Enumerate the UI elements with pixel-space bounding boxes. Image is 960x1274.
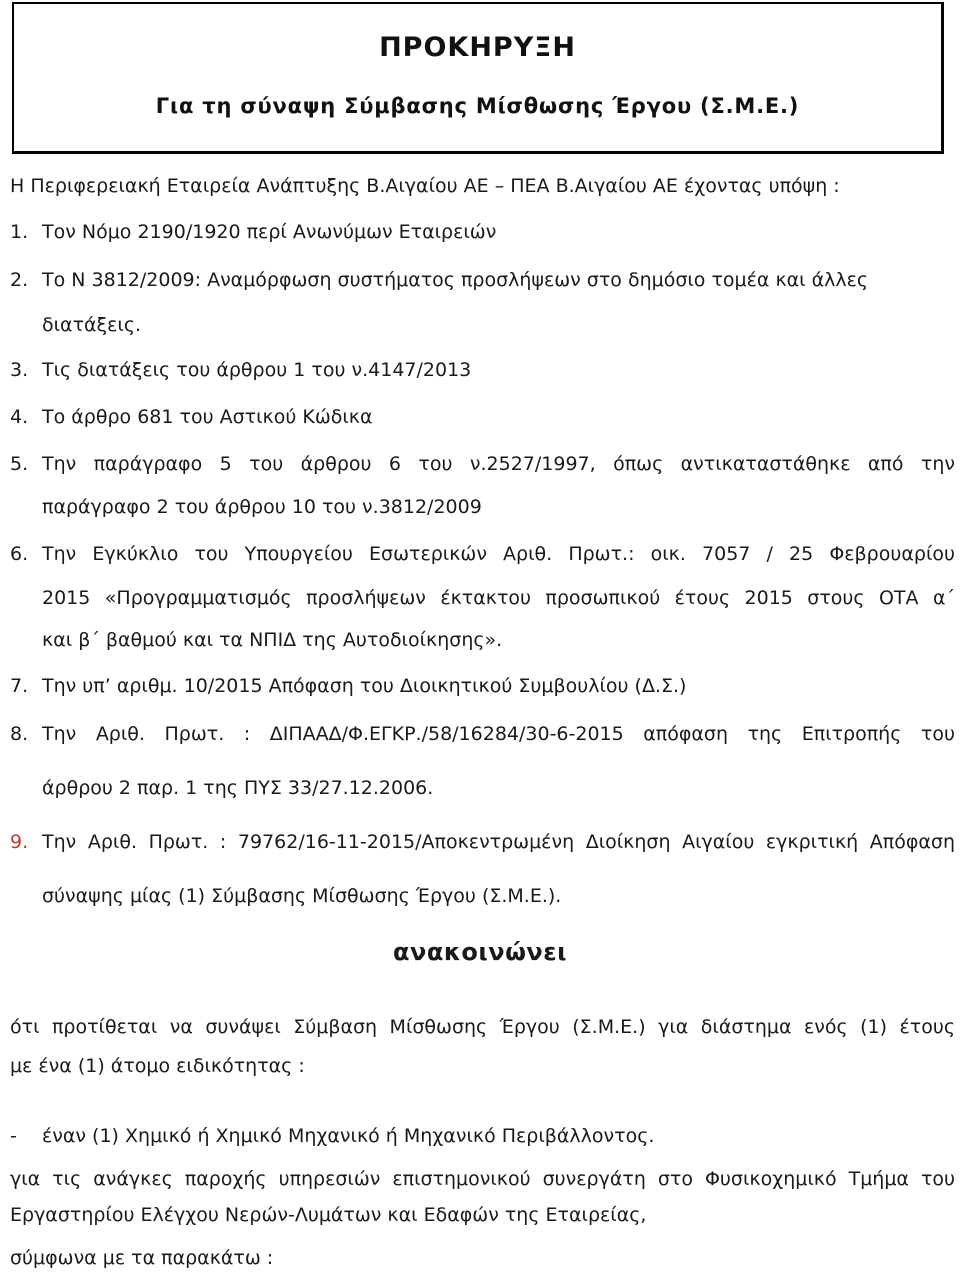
- announce-text: με ένα (1) άτομο ειδικότητας :: [10, 1055, 305, 1077]
- item-text: Το άρθρο 681 του Αστικού Κώδικα: [42, 406, 373, 428]
- announce-heading: ανακοινώνει: [393, 938, 567, 966]
- item-number: 2.: [10, 269, 29, 291]
- document-title: ΠΡΟΚΗΡΥΞΗ: [379, 32, 576, 63]
- item-number: 6.: [10, 543, 29, 565]
- purpose-text: Εργαστηρίου Ελέγχου Νερών-Λυμάτων και Εδαφών της Εταιρείας,: [10, 1204, 647, 1226]
- closing-text: σύμφωνα με τα παρακάτω :: [10, 1247, 274, 1269]
- bullet-dash: -: [10, 1125, 17, 1147]
- item-number: 8.: [10, 723, 29, 745]
- item-number: 1.: [10, 221, 29, 243]
- item-text: άρθρου 2 παρ. 1 της ΠΥΣ 33/27.12.2006.: [42, 777, 434, 799]
- title-box: [12, 2, 944, 154]
- item-text: Την υπ’ αριθμ. 10/2015 Απόφαση του Διοικητικού Συμβουλίου (Δ.Σ.): [42, 675, 687, 697]
- item-text: παράγραφο 2 του άρθρου 10 του ν.3812/2009: [42, 496, 482, 518]
- item-number: 3.: [10, 359, 29, 381]
- item-number: 4.: [10, 406, 29, 428]
- item-text: Την παράγραφο 5 του άρθρου 6 του ν.2527/1997, όπως αντικαταστάθηκε από την: [42, 453, 955, 475]
- item-text: 2015 «Προγραμματισμός προσλήψεων έκτακτου προσωπικού έτους 2015 στους ΟΤΑ α΄: [42, 587, 955, 609]
- intro-text: Η Περιφερειακή Εταιρεία Ανάπτυξης Β.Αιγαίου ΑΕ – ΠΕΑ Β.Αιγαίου ΑΕ έχοντας υπόψη :: [10, 175, 840, 197]
- document-subtitle: Για τη σύναψη Σύμβασης Μίσθωσης Έργου (Σ.Μ.Ε.): [155, 94, 800, 118]
- item-text: διατάξεις.: [42, 314, 142, 336]
- item-text: Τις διατάξεις του άρθρου 1 του ν.4147/2013: [42, 359, 472, 381]
- item-text: Την Εγκύκλιο του Υπουργείου Εσωτερικών Αριθ. Πρωτ.: οικ. 7057 / 25 Φεβρουαρίου: [42, 543, 955, 565]
- item-number: 5.: [10, 453, 29, 475]
- item-number: 7.: [10, 675, 29, 697]
- item-text: Την Αριθ. Πρωτ. : 79762/16-11-2015/Αποκεντρωμένη Διοίκηση Αιγαίου εγκριτική Απόφαση: [42, 831, 955, 853]
- item-text: Τον Νόμο 2190/1920 περί Ανωνύμων Εταιρειών: [42, 221, 497, 243]
- item-number: 9.: [10, 831, 29, 853]
- item-text: και β΄ βαθμού και τα ΝΠΙΔ της Αυτοδιοίκησης».: [42, 629, 503, 651]
- item-text: σύναψης μίας (1) Σύμβασης Μίσθωσης Έργου (Σ.Μ.Ε.).: [42, 885, 562, 907]
- item-text: Το Ν 3812/2009: Αναμόρφωση συστήματος προσλήψεων στο δημόσιο τομέα και άλλες: [42, 269, 869, 291]
- bullet-text: έναν (1) Χημικό ή Χημικό Μηχανικό ή Μηχανικό Περιβάλλοντος.: [42, 1125, 655, 1147]
- item-text: Την Αριθ. Πρωτ. : ΔΙΠΑΑΔ/Φ.ΕΓΚΡ./58/16284/30-6-2015 απόφαση της Επιτροπής του: [42, 723, 955, 745]
- announce-text: ότι προτίθεται να συνάψει Σύμβαση Μίσθωσης Έργου (Σ.Μ.Ε.) για διάστημα ενός (1) έτους: [10, 1016, 955, 1038]
- purpose-text: για τις ανάγκες παροχής υπηρεσιών επιστημονικού συνεργάτη στο Φυσικοχημικό Τμήμα του: [10, 1168, 955, 1190]
